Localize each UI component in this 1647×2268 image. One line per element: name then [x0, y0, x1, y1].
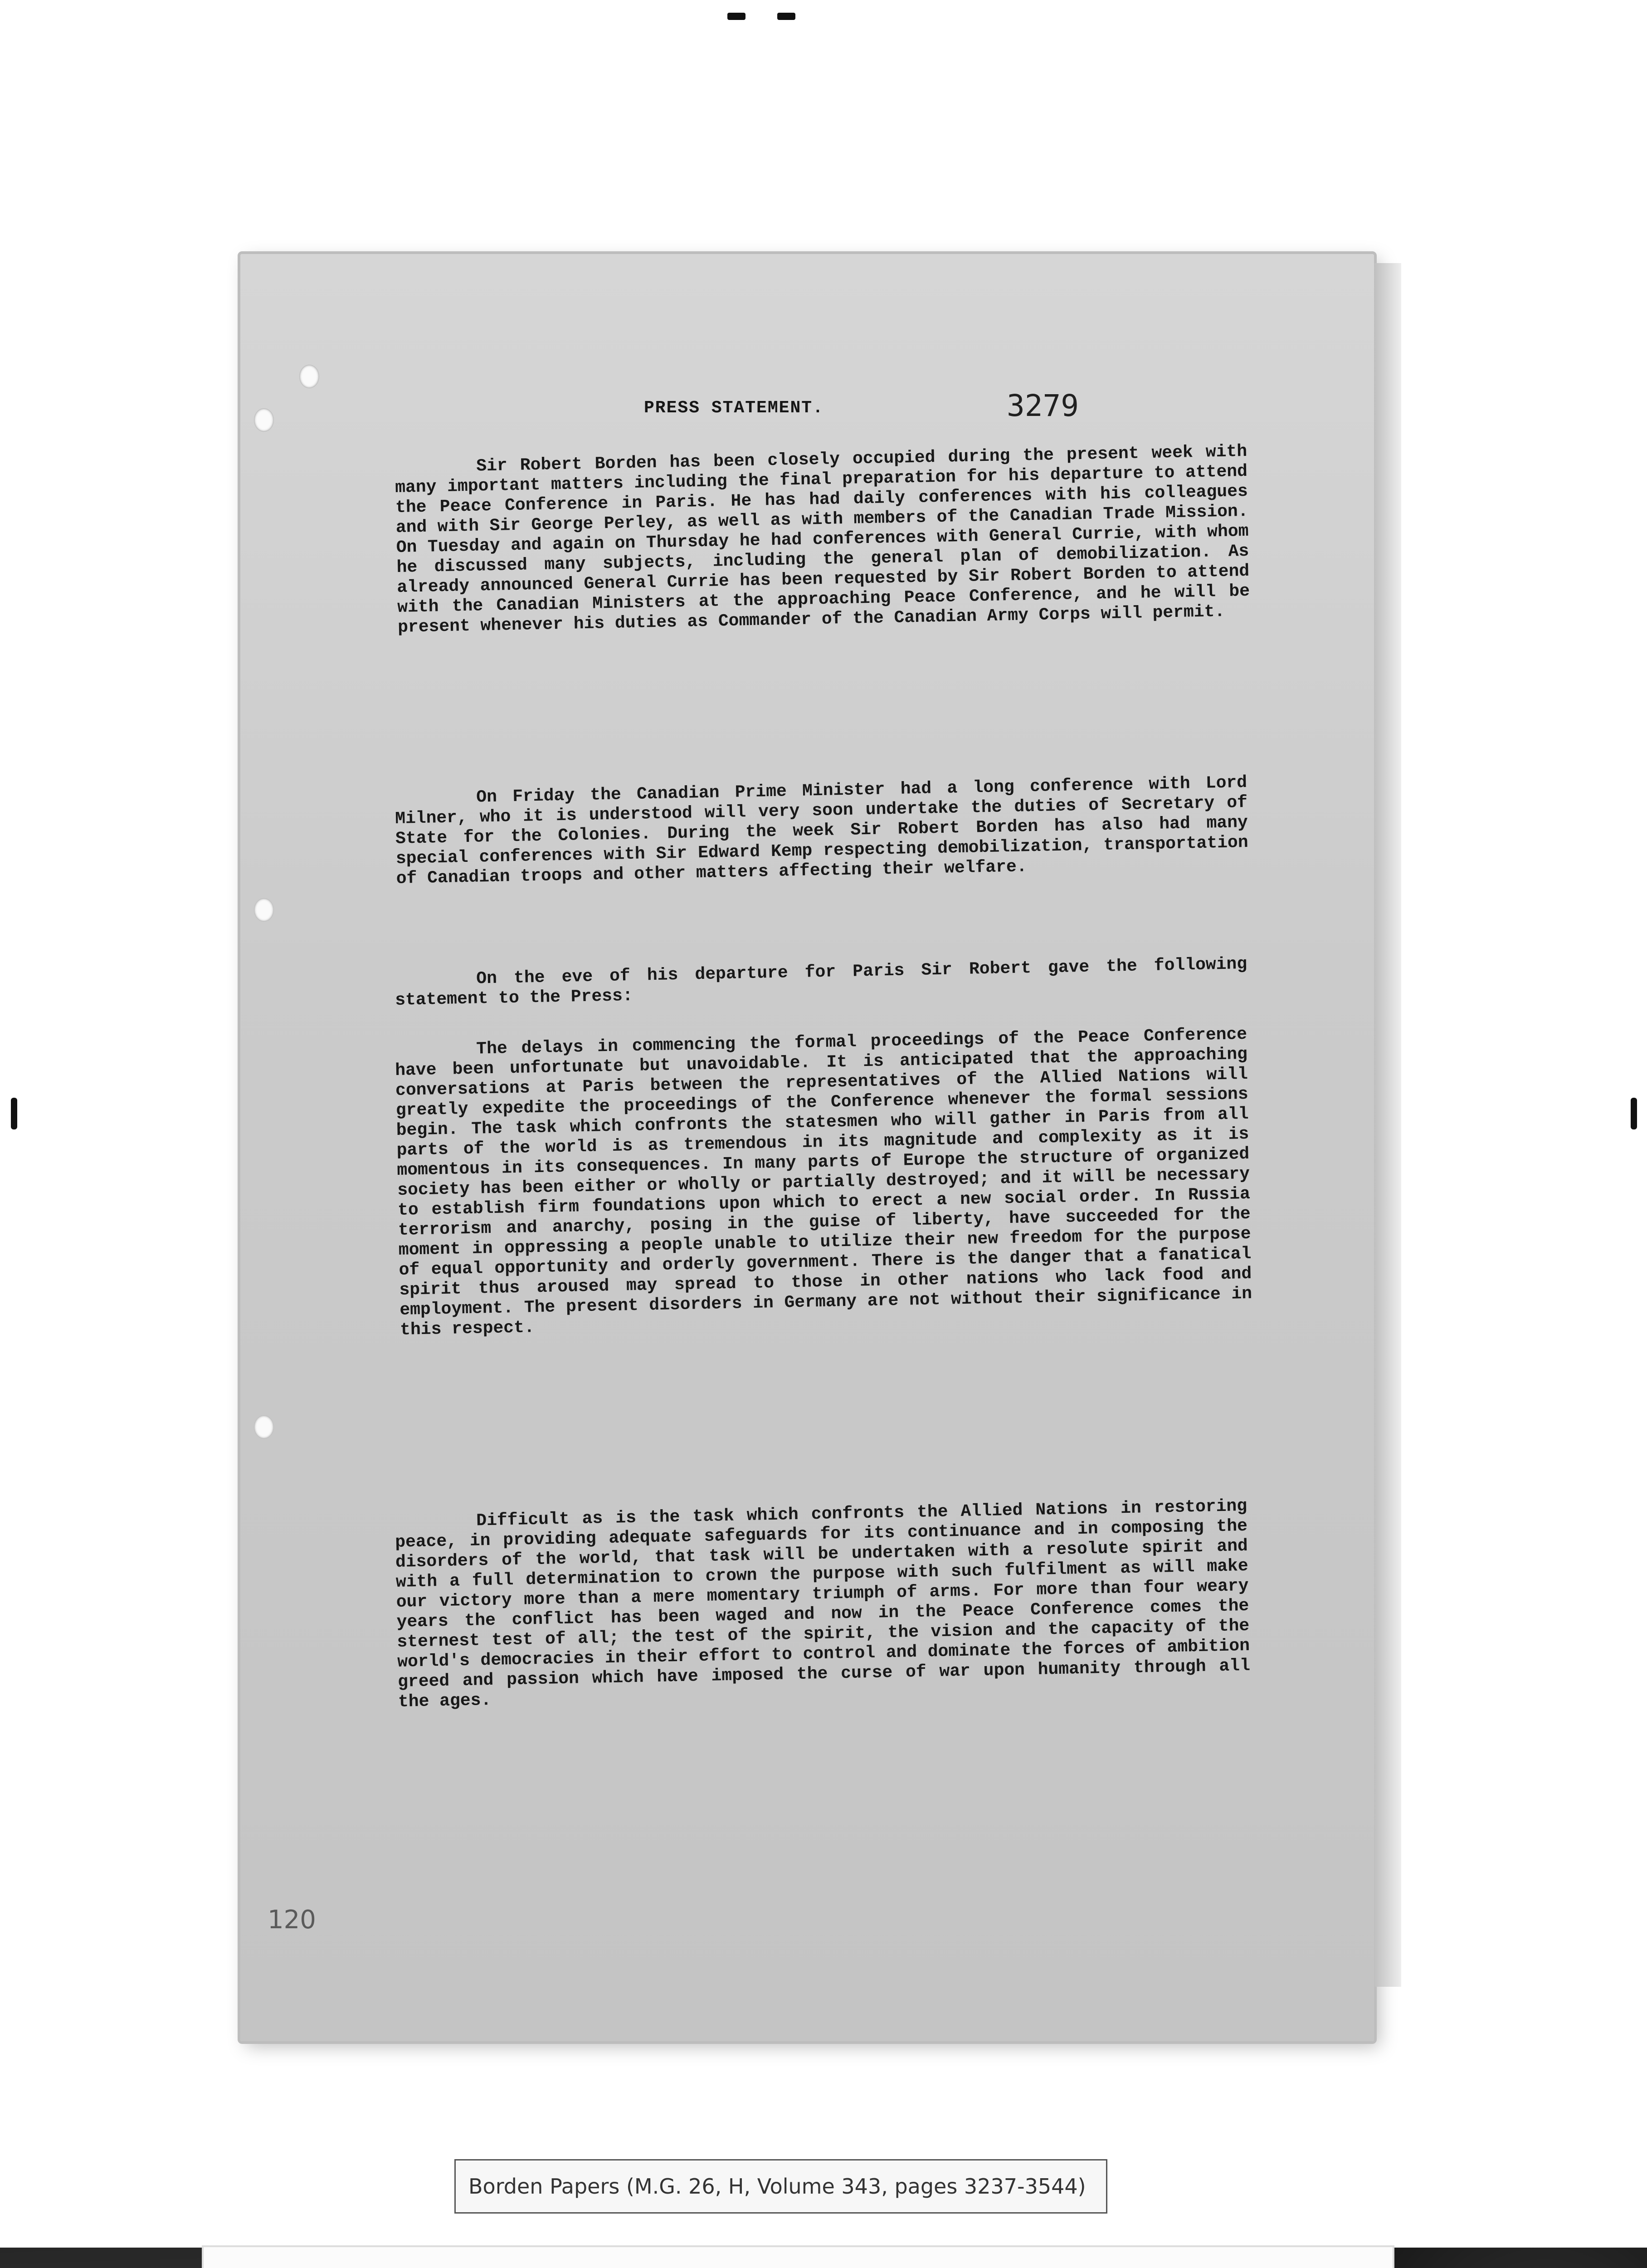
- paragraph-text: Difficult as is the task which confronts the Allied Nations in restoring peace, in providing adequate safeguards for its continuance and in composing the disorders of the world, that task will be undertaken with a resolute spirit and with a full determination to crown the purpose with such fulfilment as will make our victory more than a mere momentary triumph of arms. For more than four weary years the conflict has been waged and now in the Peace Conference comes the sternest test of all; the test of the spirit, the vision and the capacity of the world's democracies in their effort to control and dominate the forces of ambition greed and passion which have imposed the curse of war upon humanity through all the ages.: [395, 1496, 1251, 1712]
- film-edge-mark: [11, 1098, 17, 1129]
- paragraph-text: The delays in commencing the formal proceedings of the Peace Conference have been unfortunate but unavoidable. It is anticipated that the approaching conversations at Paris between the representatives of the Allied Nations will greatly expedite the proceedings of the Conference whenever the formal sessions begin. The task which confronts the statesmen who will gather in Paris from all parts of the world is as tremendous in its magnitude and complexity as it is momentous in its consequences. In many parts of Europe the structure of organized society has been either or wholly or partially destroyed; and it will be necessary to establish firm foundations upon which to erect a new social order. In Russia terrorism and anarchy, posing in the guise of liberty, have succeeded for the moment in oppressing a people unable to utilize their new freedom for the purpose of equal opportunity and orderly government. There is the danger that a fanatical spirit thus aroused may spread to those in other nations who lack food and employment. The present disorders in Germany are not without their significance in this respect.: [395, 1024, 1252, 1340]
- punch-hole: [254, 898, 274, 922]
- sheet-footer-mark: 120: [268, 1905, 316, 1935]
- punch-hole: [299, 365, 319, 388]
- paragraph-text: Sir Robert Borden has been closely occupied during the present week with many important matters including the final preparation for his departure to attend the Peace Conference in Paris. He has had daily conferences with his colleagues and with Sir George Perley, as well as with members of the Canadian Trade Mission. On Tuesday and again on Thursday he had conferences with General Currie, with whom he discussed many subjects, including the general plan of demobilization. As already announced General Currie has been requested by Sir Robert Borden to attend with the Canadian Ministers at the approaching Peace Conference, and he will be present whenever his duties as Commander of the Canadian Army Corps will permit.: [395, 441, 1250, 637]
- archive-stamp: [202, 2245, 1394, 2268]
- page-number: 3279: [1007, 388, 1079, 423]
- film-edge-mark: [727, 13, 746, 20]
- punch-hole: [254, 408, 274, 432]
- document-sheet: [240, 254, 1374, 2041]
- document-heading: PRESS STATEMENT.: [644, 398, 824, 418]
- paragraph-text: On the eve of his departure for Paris Sir Robert gave the following statement to the Press:: [395, 954, 1247, 1010]
- film-edge-mark: [777, 13, 795, 20]
- archive-band-right: [1393, 2248, 1647, 2268]
- paragraph-5: [395, 1496, 1251, 1712]
- paragraph-3: [395, 954, 1247, 1011]
- paragraph-text: On Friday the Canadian Prime Minister had a long conference with Lord Milner, who it is understood will very soon undertake the duties of Secretary of State for the Colonies. During the week Sir Robert Borden has also had many special conferences with Sir Edward Kemp respecting demobilization, transportation of Canadian troops and other matters affecting their welfare.: [395, 772, 1249, 889]
- paragraph-2: [395, 773, 1249, 889]
- film-edge-mark: [1631, 1098, 1637, 1129]
- paragraph-4: [395, 1025, 1252, 1340]
- reference-label: Borden Papers (M.G. 26, H, Volume 343, pages 3237-3544): [454, 2159, 1107, 2214]
- punch-hole: [254, 1415, 274, 1439]
- paragraph-1: [395, 442, 1250, 638]
